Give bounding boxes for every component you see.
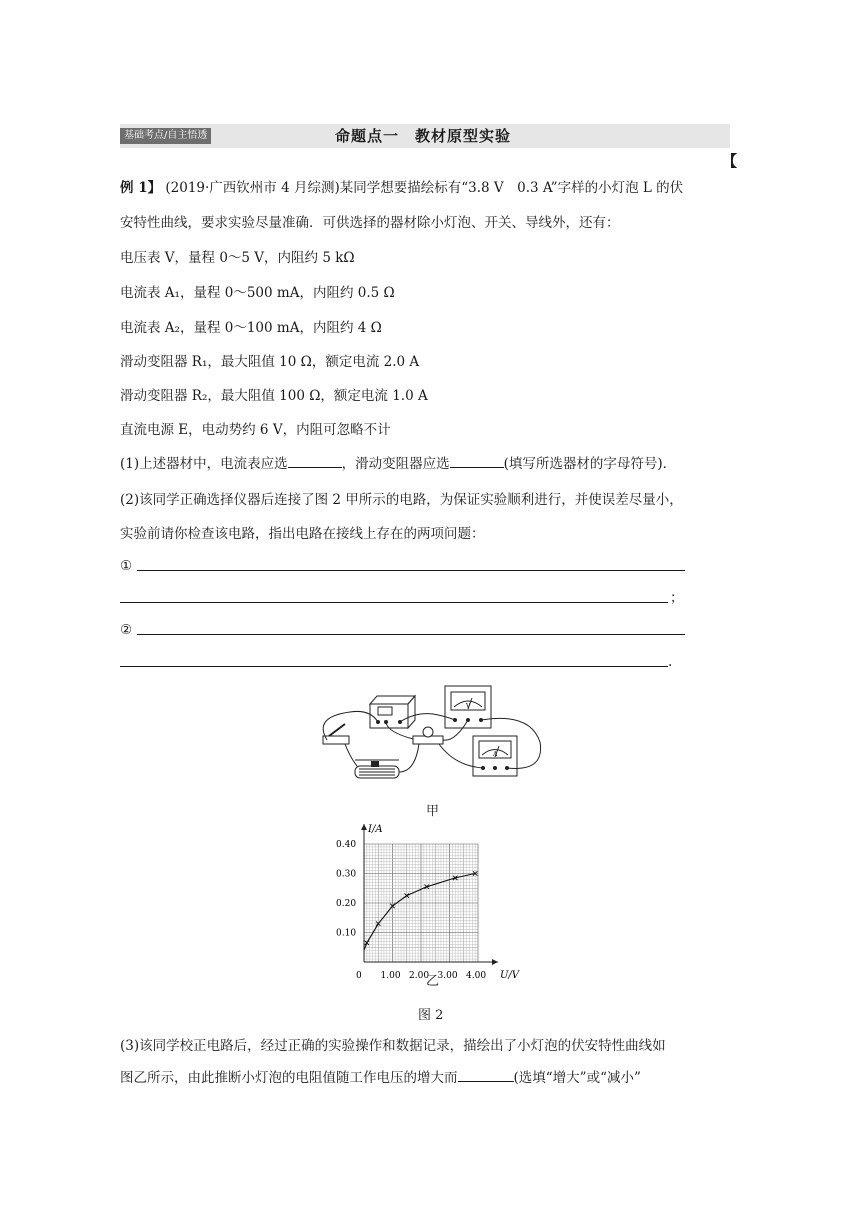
answer-end-1: ； xyxy=(670,590,684,606)
corner-bracket: 【 xyxy=(722,152,738,170)
answer-mark-2: ② xyxy=(120,622,133,638)
y-tick-label: 0.40 xyxy=(336,840,357,850)
answer-line-2b[interactable] xyxy=(120,666,668,667)
y-axis-arrow xyxy=(361,824,367,830)
circuit-diagram xyxy=(315,682,560,802)
answer-line-1b[interactable] xyxy=(120,602,668,603)
question-3-line-1: (3)该同学校正电路后，经过正确的实验操作和数据记录，描绘出了小灯泡的伏安特性曲线如 xyxy=(120,1038,666,1054)
figure-caption: 图 2 xyxy=(418,1008,444,1023)
ammeter-label: A xyxy=(493,751,498,758)
question-1-text-a: (1)上述器材中，电流表应选 xyxy=(120,456,288,472)
answer-line-2a[interactable] xyxy=(137,634,685,635)
question-1-text-c: (填写所选器材的字母符号)． xyxy=(503,456,677,472)
x-tick-label: 3.00 xyxy=(437,971,458,981)
answer-blank-resistance[interactable] xyxy=(458,1068,514,1082)
rheostat xyxy=(355,760,399,778)
origin-label: 0 xyxy=(356,971,362,981)
answer-blank-ammeter[interactable] xyxy=(288,454,342,468)
x-axis-arrow xyxy=(492,959,498,965)
section-banner xyxy=(120,124,730,148)
section-tag: 基础考点/自主悟透 xyxy=(120,128,211,144)
question-3-text-a: 图乙所示，由此推断小灯泡的电阻值随工作电压的增大而 xyxy=(120,1070,458,1086)
x-tick-label: 4.00 xyxy=(466,971,487,981)
iv-curve-chart xyxy=(330,818,530,990)
power-supply xyxy=(370,696,415,728)
equipment-item: 电流表 A₁，量程 0～500 mA，内阻约 0.5 Ω xyxy=(120,285,395,301)
switch xyxy=(323,724,349,744)
y-axis-label: I/A xyxy=(368,824,383,835)
example-label: 例 1】 xyxy=(120,180,162,196)
equipment-item: 滑动变阻器 R₁，最大阻值 10 Ω，额定电流 2.0 A xyxy=(120,354,420,370)
answer-blank-rheostat[interactable] xyxy=(450,454,504,468)
equipment-item: 直流电源 E，电动势约 6 V，内阻可忽略不计 xyxy=(120,422,391,438)
equipment-item: 滑动变阻器 R₂，最大阻值 100 Ω，额定电流 1.0 A xyxy=(120,388,428,404)
question-2-line-1: (2)该同学正确选择仪器后连接了图 2 甲所示的电路，为保证实验顺利进行，并使误差尽量小， xyxy=(120,492,683,508)
question-3-line-2 xyxy=(120,1068,641,1088)
answer-line-1a[interactable] xyxy=(137,570,685,571)
y-tick-label: 0.20 xyxy=(336,899,357,909)
question-2-line-2: 实验前请你检查该电路，指出电路在接线上存在的两项问题： xyxy=(120,526,485,542)
y-tick-label: 0.30 xyxy=(336,869,357,880)
answer-mark-1: ① xyxy=(120,558,133,574)
graph-caption: 乙 xyxy=(426,974,440,989)
ammeter xyxy=(473,736,517,776)
x-axis-label: U/V xyxy=(500,970,520,981)
question-1-text-b: ，滑动变阻器应选 xyxy=(341,456,450,472)
voltmeter-label: V xyxy=(466,703,471,710)
question-3-text-b: (选填“增大”或“减小” xyxy=(513,1070,641,1086)
section-title: 命题点一 教材原型实验 xyxy=(335,127,512,145)
example-line-1 xyxy=(120,178,683,198)
voltmeter xyxy=(445,686,491,728)
circuit-caption: 甲 xyxy=(426,804,440,819)
y-tick-label: 0.10 xyxy=(336,928,357,939)
x-tick-label: 1.00 xyxy=(380,971,401,981)
answer-end-2: . xyxy=(668,654,673,670)
question-1 xyxy=(120,454,676,474)
example-intro-2: 安特性曲线，要求实验尽量准确．可供选择的器材除小灯泡、开关、导线外，还有： xyxy=(120,215,620,231)
lamp xyxy=(413,727,443,744)
equipment-item: 电压表 V，量程 0～5 V，内阻约 5 kΩ xyxy=(120,250,355,266)
equipment-item: 电流表 A₂，量程 0～100 mA，内阻约 4 Ω xyxy=(120,320,382,336)
x-tick-label: 2.00 xyxy=(409,971,430,981)
example-intro-1: (2019·广西钦州市 4 月综测)某同学想要描绘标有“3.8 V 0.3 A”字样的小灯泡 L 的伏 xyxy=(165,180,684,196)
